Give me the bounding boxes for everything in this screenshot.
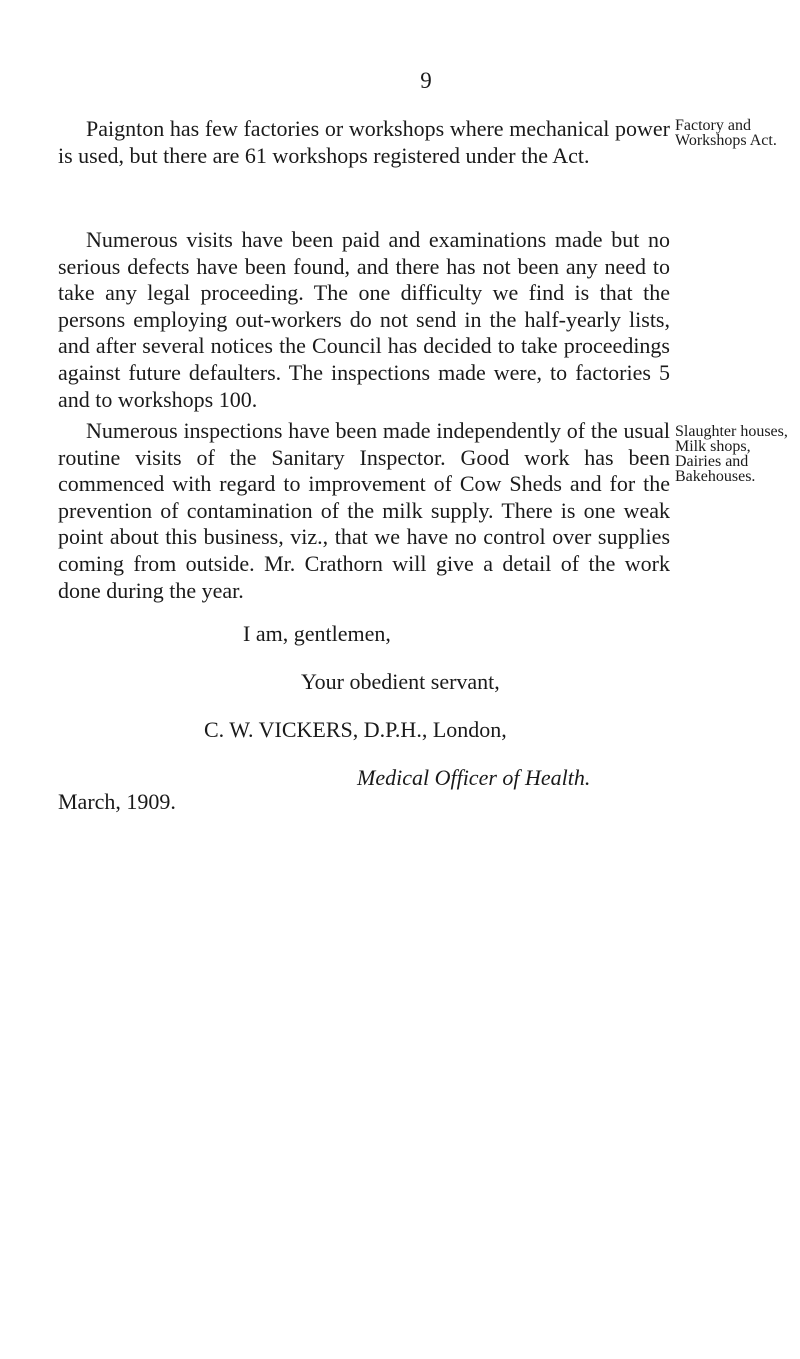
paragraph-visits: Numerous visits have been paid and examinations made but no serious defects have been found, and there has not been any need to take any legal proceeding. The one difficulty we find is that the persons employing out-workers do not send in the half-yearly lists, and after several notices the Council has decided to take proceedings against future defaulters. The inspections made were, to factories 5 and to workshops 100. xyxy=(58,227,670,412)
date-line: March, 1909. xyxy=(58,789,176,814)
page-number: 9 xyxy=(420,68,432,93)
margin-note-factory-act: Factory and Workshops Act. xyxy=(675,117,777,149)
closing-servant: Your obedient servant, xyxy=(301,669,500,694)
paragraph-factories: Paignton has few factories or workshops where mechanical power is used, but there are 61 workshops registered under the Act. xyxy=(58,116,670,168)
closing-salutation: I am, gentlemen, xyxy=(243,621,391,646)
signature-name: C. W. VICKERS, xyxy=(204,717,359,742)
signature-title: Medical Officer of Health. xyxy=(357,765,591,790)
signature-line xyxy=(204,717,507,743)
margin-note-slaughterhouses: Slaughter houses, Milk shops, Dairies and Bakehouses. xyxy=(675,423,788,485)
signature-degree: D.P.H., xyxy=(363,717,428,742)
signature-place: London, xyxy=(432,717,507,742)
paragraph-inspections: Numerous inspections have been made independently of the usual routine visits of the Sanitary Inspector. Good work has been commenced with regard to improvement of Cow Sheds and for the prevention of contamination of the milk supply. There is one weak point about this business, viz., that we have no control over supplies coming from outside. Mr. Crathorn will give a detail of the work done during the year. xyxy=(58,418,670,603)
